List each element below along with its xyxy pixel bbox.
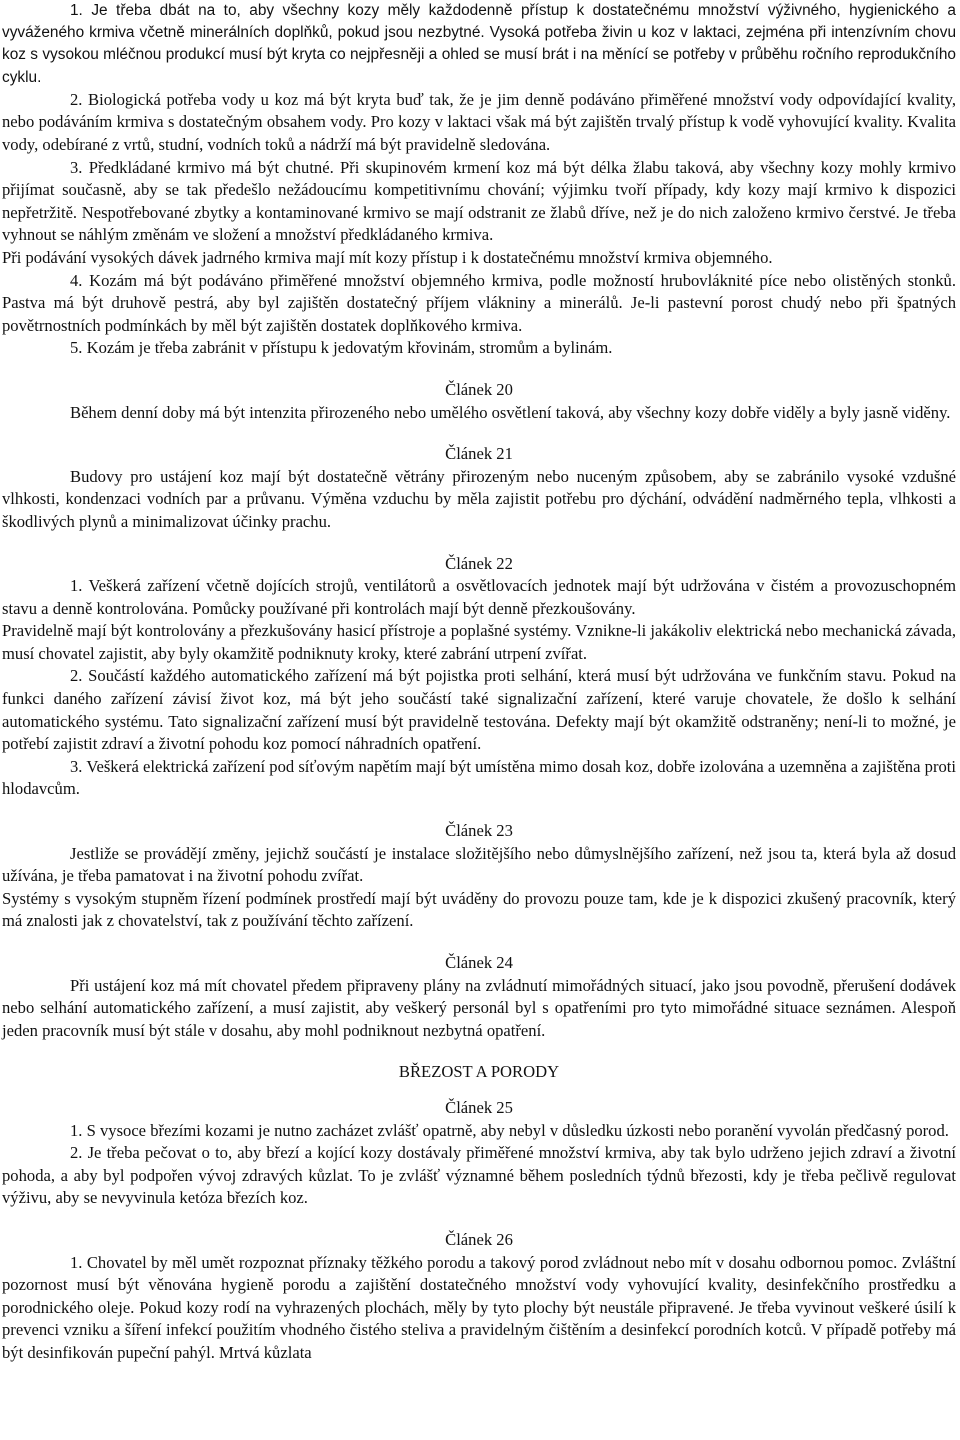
article-22-text-1b: Pravidelně mají být kontrolovány a přezkušovány hasicí přístroje a poplašné systémy. Vznikne-li jakákoliv elektrická nebo mechanická závada, musí chovatel zajistit, aby byly okamžitě podniknuty kroky, které zabrání utrpení zvířat. [2,621,956,663]
article-22-text-2: 2. Součástí každého automatického zařízení má být pojistka proti selhání, která musí být udržována ve funkčním stavu. Pokud na funkci daného zařízení závisí život koz, má být jeho součástí také signalizační zařízení, které varuje chovatele, že došlo k selhání automatického systému. Tato signalizační zařízení musí být pravidelně testována. Defekty mají být okamžitě odstraněny; není-li to možné, je potřebí zajistit zdraví a životní pohodu koz pomocí náhradních opatření. [2,666,956,754]
article-24-text: Při ustájení koz má mít chovatel předem připraveny plány na zvládnutí mimořádných situací, jako jsou povodně, přerušení dodávek nebo selhání automatického zařízení, a musí zajistit, aby veškerý personál byl s opatřeními pro tyto mimořádné situace seznámen. Alespoň jeden pracovník musí být stále v dosahu, aby mohl podniknout nezbytná opatření. [2,975,956,1040]
article-25-text-2: 2. Je třeba pečovat o to, aby březí a kojící kozy dostávaly přiměřené množství krmiva, aby tak bylo udrženo jejich zdraví a životní pohoda, a aby byl podpořen vývoj zdravých kůzlat. To je zvlášť významné během posledních týdnů březosti, kdy je třeba pečlivě regulovat výživu, aby se nevyvinula ketóza březích koz. [2,1143,956,1208]
article-25-title: Článek 25 [445,1097,513,1117]
paragraph-feeding-3b: Při podávání vysokých dávek jadrného krmiva mají mít kozy přístup i k dostatečnému množství krmiva objemného. [2,247,773,267]
paragraph-feeding-4: 4. Kozám má být podáváno přiměřené množství objemného krmiva, podle možností hrubovláknité píce nebo olistěných stonků. Pastva má být druhově pestrá, aby byl zajištěn dostatečný příjem vlákniny a minerálů. Je-li pastevní porost chudý nebo při špatných povětrnostních podmínkách by měl být zajištěn dostatek doplňkového krmiva. [2,270,956,335]
article-21-title: Článek 21 [445,444,513,464]
paragraph-feeding-5: 5. Kozám je třeba zabránit v přístupu k jedovatým křovinám, stromům a bylinám. [70,338,613,358]
article-20-text: Během denní doby má být intenzita přirozeného nebo umělého osvětlení taková, aby všechny kozy dobře viděly a byly jasně viděny. [70,402,951,422]
article-26-title: Článek 26 [445,1229,513,1249]
article-22-text-3: 3. Veškerá elektrická zařízení pod síťovým napětím mají být umístěna mimo dosah koz, dobře izolována a uzemněna a zajištěna proti hlodavcům. [2,756,956,799]
article-20-title: Článek 20 [445,379,513,399]
section-title: BŘEZOST A PORODY [398,1062,560,1082]
article-25-text-1: 1. S vysoce březími kozami je nutno zacházet zvlášť opatrně, aby nebyl v důsledku úzkosti nebo poranění vyvolán předčasný porod. [70,1120,949,1140]
article-24-title: Článek 24 [445,953,513,972]
article-22-title: Článek 22 [445,553,513,573]
article-22-text-1: 1. Veškerá zařízení včetně dojících strojů, ventilátorů a osvětlovacích jednotek mají být udržována v čistém a provozuschopném stavu a denně kontrolována. Pomůcky používané při kontrolách mají být denně přezkoušovány. [2,576,956,618]
article-23-text-b: Systémy s vysokým stupněm řízení podmínek prostředí mají být uváděny do provozu pouze tam, kde je k dispozici zkušený pracovník, který má znalosti jak z chovatelství, tak z používání těchto zařízení. [2,888,956,931]
article-23-text: Jestliže se provádějí změny, jejichž součástí je instalace složitějšího nebo důmyslnějšího zařízení, než jsou ta, která byla až dosud užívána, je třeba pamatovat i na životní pohodu zvířat. [2,843,956,886]
article-23-title: Článek 23 [445,821,513,841]
paragraph-feeding-1: 1. Je třeba dbát na to, aby všechny kozy měly každodenně přístup k dostatečnému množství výživného, hygienického a vyváženého krmiva včetně minerálních doplňků, pokud jsou nezbytné. Vysoká potřeba živin u koz v laktaci, zejména při intenzívním chovu koz s vysokou mléčnou produkcí musí být kryta co nejpřesněji a ohled se musí brát i na měnící se potřeby v průběhu ročního reprodukčního cyklu. [2,2,956,86]
article-26-text-1: 1. Chovatel by měl umět rozpoznat příznaky těžkého porodu a takový porod zvládnout nebo mít v dosahu odbornou pomoc. Zvláštní pozornost musí být věnována hygieně porodu a zajištění dostatečného množství vody vyhovující kvality, desinfekčního prostředku a porodnického oleje. Pokud kozy rodí na vyhrazených plochách, měly by tyto plochy být neustále připravené. Je třeba vyvinout veškeré úsilí k prevenci vzniku a šíření infekcí použitím vhodného čistého steliva a pravidelným čištěním a desinfekcí porodních kotců. V případě potřeby má být desinfikován pupeční pahýl. Mrtvá kůzlata [2,1252,956,1362]
paragraph-feeding-3: 3. Předkládané krmivo má být chutné. Při skupinovém krmení koz má být délka žlabu taková, aby všechny kozy mohly krmivo přijímat současně, aby se tak předešlo nežádoucímu kompetitivnímu chování; výjimku tvoří případy, kdy kozy mají krmivo k dispozici nepřetržitě. Nespotřebované zbytky a kontaminované krmivo se mají odstranit ze žlabů dříve, než je do nich založeno krmivo čerstvé. Je třeba vyhnout se náhlým změnám ve složení a množství předkládaného krmiva. [2,157,956,245]
paragraph-feeding-2: 2. Biologická potřeba vody u koz má být kryta buď tak, že je jim denně podáváno přiměřené množství vody odpovídající kvality, nebo podáváním krmiva s dostatečným obsahem vody. Pro kozy v laktaci však má být zajištěn trvalý přístup k vodě vyhovující kvality. Kvalita vody, odebírané z vrtů, studní, vodních toků a nádrží má být pravidelně sledována. [2,89,956,154]
article-21-text: Budovy pro ustájení koz mají být dostatečně větrány přirozeným nebo nuceným způsobem, aby se zabránilo vysoké vzdušné vlhkosti, kondenzaci vodních par a průvanu. Výměna vzduchu by měla zajistit potřebu pro dýchání, odvádění nadměrného tepla, vlhkosti a škodlivých plynů a minimalizovat účinky prachu. [2,466,956,531]
